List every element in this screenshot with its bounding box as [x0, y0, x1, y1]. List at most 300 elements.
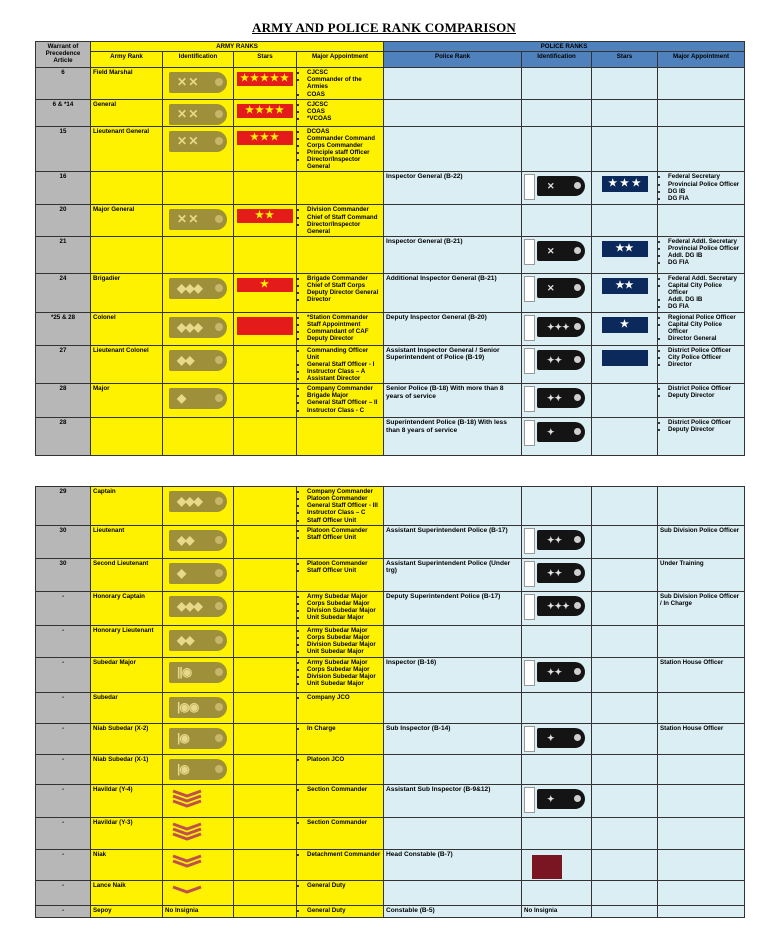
- no-insignia-label: No Insignia: [524, 906, 558, 914]
- appointment-list: [299, 488, 381, 524]
- army-appointment-cell: [297, 657, 384, 692]
- appointment-item: • District Police Officer: [668, 347, 742, 354]
- army-stars-cell: [234, 273, 297, 312]
- army-stars-cell: [234, 345, 297, 384]
- police-rank-cell: [384, 880, 522, 905]
- insignia-symbol-icon: ✕: [547, 282, 555, 293]
- appointment-list: [299, 593, 381, 622]
- appointment-item: • DCOAS: [307, 128, 381, 135]
- army-appointment-cell: [297, 418, 384, 456]
- army-shoulder-insignia-icon: [169, 596, 227, 617]
- table-row: [36, 754, 745, 784]
- police-stars-cell: [592, 205, 658, 237]
- police-identification-cell: [522, 723, 592, 754]
- col-army-appointment: Major Appointment: [297, 52, 384, 68]
- appointment-list: [660, 419, 742, 433]
- police-shoulder-insignia-icon: [537, 176, 585, 196]
- police-shoulder-insignia-icon: [537, 350, 585, 370]
- police-appointment-cell: Station House Officer: [658, 657, 745, 692]
- army-appointment-cell: [297, 236, 384, 273]
- army-appointment-cell: [297, 99, 384, 126]
- police-star-plate-icon: ★ ★ ★: [602, 176, 648, 192]
- appointment-item: • Section Commander: [307, 786, 381, 793]
- police-stars-cell: [592, 236, 658, 273]
- army-identification-cell: [163, 99, 234, 126]
- army-stars-cell: [234, 418, 297, 456]
- police-rank-cell: Sub Inspector (B-14): [384, 723, 522, 754]
- police-stars-cell: [592, 754, 658, 784]
- table-row: [36, 172, 745, 205]
- rank-table-bottom: [35, 486, 745, 918]
- army-stars-cell: [234, 384, 297, 418]
- army-rank-cell: Niak: [91, 849, 163, 880]
- police-rank-cell: [384, 754, 522, 784]
- police-identification-cell: [522, 525, 592, 558]
- insignia-symbol-icon: ◆◆◆: [177, 280, 202, 295]
- police-rank-cell: Assistant Sub Inspector (B-9&12): [384, 784, 522, 817]
- army-appointment-cell: [297, 172, 384, 205]
- police-rank-cell: [384, 126, 522, 172]
- army-rank-cell: Second Lieutenant: [91, 558, 163, 591]
- warrant-cell: 27: [36, 345, 91, 384]
- appointment-list: [299, 128, 381, 171]
- table-row: [36, 418, 745, 456]
- appointment-item: • Assistant Director: [307, 375, 381, 382]
- army-rank-cell: [91, 236, 163, 273]
- police-rank-cell: [384, 625, 522, 657]
- army-identification-cell: [163, 172, 234, 205]
- police-stars-cell: [592, 68, 658, 100]
- army-identification-cell: [163, 487, 234, 526]
- appointment-item: • Division Subedar Major: [307, 673, 381, 680]
- army-appointment-cell: [297, 205, 384, 237]
- army-shoulder-insignia-icon: [169, 530, 227, 551]
- army-identification-cell: [163, 591, 234, 625]
- insignia-symbol-icon: ◆◆: [177, 532, 194, 547]
- army-rank-cell: [91, 172, 163, 205]
- police-label-tag: [524, 726, 535, 752]
- army-shoulder-insignia-icon: [169, 662, 227, 683]
- police-rank-cell: [384, 692, 522, 723]
- warrant-cell: 28: [36, 418, 91, 456]
- police-label-tag: [524, 787, 535, 813]
- police-stars-cell: [592, 880, 658, 905]
- appointment-item: • Brigade Major: [307, 392, 381, 399]
- army-appointment-cell: [297, 625, 384, 657]
- col-army-identification: Identification: [163, 52, 234, 68]
- army-rank-cell: General: [91, 99, 163, 126]
- table-row: [36, 384, 745, 418]
- appointment-item: • Commanding Officer Unit: [307, 347, 381, 361]
- army-star-plate-icon: ★★★★★: [237, 72, 293, 86]
- appointment-item: • Federal Addl. Secretary: [668, 275, 742, 282]
- police-appointment-cell: [658, 817, 745, 849]
- police-blue-plate-icon: [602, 350, 648, 366]
- warrant-cell: -: [36, 905, 91, 917]
- police-appointment-cell: [658, 784, 745, 817]
- police-identification-cell: [522, 68, 592, 100]
- army-identification-cell: [163, 273, 234, 312]
- table-row: [36, 817, 745, 849]
- appointment-item: • Company Commander: [307, 385, 381, 392]
- police-shoulder-insignia-icon: [537, 563, 585, 583]
- army-shoulder-insignia-icon: [169, 728, 227, 749]
- army-appointment-cell: [297, 126, 384, 172]
- warrant-header: Warrant of Precedence Article: [36, 42, 91, 68]
- appointment-item: • Instructor Class - C: [307, 407, 381, 414]
- police-appointment-cell: Sub Division Police Officer / In Charge: [658, 591, 745, 625]
- appointment-item: • Corps Subedar Major: [307, 666, 381, 673]
- appointment-item: • Platoon Commander: [307, 560, 381, 567]
- appointment-item: • Unit Subedar Major: [307, 680, 381, 687]
- table-row: [36, 126, 745, 172]
- army-rank-cell: Honorary Captain: [91, 591, 163, 625]
- appointment-item: • Staff Officer Unit: [307, 567, 381, 574]
- table-row: [36, 880, 745, 905]
- table-row: [36, 525, 745, 558]
- army-appointment-cell: [297, 273, 384, 312]
- appointment-item: • General Duty: [307, 907, 381, 914]
- police-rank-cell: [384, 99, 522, 126]
- police-rank-cell: Head Constable (B-7): [384, 849, 522, 880]
- army-appointment-cell: [297, 880, 384, 905]
- appointment-item: • Corps Subedar Major: [307, 634, 381, 641]
- police-appointment-cell: [658, 418, 745, 456]
- army-identification-cell: [163, 418, 234, 456]
- police-appointment-cell: [658, 754, 745, 784]
- army-shoulder-insignia-icon: [169, 131, 227, 152]
- appointment-item: • CJCSC: [307, 101, 381, 108]
- warrant-cell: 20: [36, 205, 91, 237]
- army-star-plate-icon: ★★★★: [237, 104, 293, 118]
- police-ranks-header: POLICE RANKS: [384, 42, 745, 52]
- army-stars-cell: [234, 205, 297, 237]
- police-rank-cell: Constable (B-5): [384, 905, 522, 917]
- police-stars-cell: [592, 273, 658, 312]
- warrant-cell: -: [36, 880, 91, 905]
- army-star-plate-icon: ★: [237, 278, 293, 292]
- police-label-tag: [524, 276, 535, 302]
- appointment-list: [299, 756, 381, 763]
- insignia-symbol-icon: ✕ ✕: [177, 133, 198, 148]
- army-shoulder-insignia-icon: [169, 491, 227, 512]
- warrant-cell: 24: [36, 273, 91, 312]
- appointment-list: [299, 527, 381, 541]
- army-identification-cell: [163, 880, 234, 905]
- police-stars-cell: [592, 657, 658, 692]
- army-rank-cell: Major General: [91, 205, 163, 237]
- appointment-list: [299, 385, 381, 414]
- police-label-tag: [524, 386, 535, 412]
- army-appointment-cell: [297, 692, 384, 723]
- appointment-item: • General Staff Officer – II: [307, 399, 381, 406]
- warrant-cell: -: [36, 817, 91, 849]
- police-shoulder-insignia-icon: [537, 530, 585, 550]
- army-stars-cell: [234, 172, 297, 205]
- appointment-list: [299, 725, 381, 732]
- army-stars-cell: [234, 126, 297, 172]
- army-rank-cell: Havildar (Y-4): [91, 784, 163, 817]
- warrant-cell: -: [36, 591, 91, 625]
- insignia-symbol-icon: ✕ ✕: [177, 106, 198, 121]
- table-row: [36, 657, 745, 692]
- police-shoulder-insignia-icon: [537, 596, 585, 616]
- army-shoulder-insignia-icon: [169, 317, 227, 338]
- appointment-item: • Brigade Commander: [307, 275, 381, 282]
- police-stars-cell: [592, 384, 658, 418]
- appointment-item: • Section Commander: [307, 819, 381, 826]
- warrant-cell: 30: [36, 558, 91, 591]
- army-stars-cell: [234, 312, 297, 345]
- warrant-cell: 29: [36, 487, 91, 526]
- police-stars-cell: [592, 849, 658, 880]
- army-rank-cell: Subedar: [91, 692, 163, 723]
- army-appointment-cell: [297, 849, 384, 880]
- insignia-symbol-icon: ✦✦: [547, 393, 563, 404]
- appointment-list: [299, 907, 381, 914]
- appointment-list: [299, 314, 381, 343]
- army-rank-cell: Havildar (Y-3): [91, 817, 163, 849]
- police-identification-cell: [522, 384, 592, 418]
- appointment-list: [299, 694, 381, 701]
- army-rank-cell: Lance Naik: [91, 880, 163, 905]
- police-stars-cell: [592, 692, 658, 723]
- police-stars-cell: [592, 558, 658, 591]
- army-identification-cell: [163, 525, 234, 558]
- police-appointment-cell: [658, 692, 745, 723]
- appointment-item: • Instructor Class – A: [307, 368, 381, 375]
- appointment-item: • Corps Commander: [307, 142, 381, 149]
- police-label-tag: [524, 420, 535, 446]
- insignia-symbol-icon: ✦✦✦: [547, 600, 570, 611]
- army-appointment-cell: [297, 487, 384, 526]
- army-stars-cell: [234, 68, 297, 100]
- appointment-item: • Federal Secretary: [668, 173, 742, 180]
- army-appointment-cell: [297, 723, 384, 754]
- insignia-symbol-icon: ✦: [547, 793, 555, 804]
- police-rank-cell: Inspector (B-16): [384, 657, 522, 692]
- army-appointment-cell: [297, 384, 384, 418]
- police-stars-cell: [592, 126, 658, 172]
- army-identification-cell: [163, 817, 234, 849]
- appointment-list: [299, 69, 381, 98]
- army-identification-cell: [163, 723, 234, 754]
- appointment-item: • Regional Police Officer: [668, 314, 742, 321]
- appointment-item: • DG FIA: [668, 195, 742, 202]
- army-stars-cell: [234, 657, 297, 692]
- warrant-cell: 6 & *14: [36, 99, 91, 126]
- army-shoulder-insignia-icon: [169, 630, 227, 651]
- army-stars-cell: [234, 487, 297, 526]
- warrant-cell: 28: [36, 384, 91, 418]
- police-identification-cell: [522, 754, 592, 784]
- insignia-symbol-icon: ✦✦: [547, 534, 563, 545]
- police-appointment-cell: [658, 345, 745, 384]
- appointment-item: • Platoon Commander: [307, 527, 381, 534]
- insignia-symbol-icon: ✕ ✕: [177, 212, 198, 227]
- appointment-item: • DG FIA: [668, 259, 742, 266]
- warrant-cell: 15: [36, 126, 91, 172]
- police-label-tag: [524, 174, 535, 200]
- insignia-symbol-icon: ✕: [547, 181, 555, 192]
- police-appointment-cell: [658, 384, 745, 418]
- table-row: [36, 68, 745, 100]
- police-rank-cell: Senior Police (B-18) With more than 8 years of service: [384, 384, 522, 418]
- army-identification-cell: [163, 784, 234, 817]
- police-identification-cell: [522, 849, 592, 880]
- army-identification-cell: [163, 558, 234, 591]
- army-rank-cell: Lieutenant: [91, 525, 163, 558]
- army-appointment-cell: [297, 68, 384, 100]
- army-identification-cell: [163, 345, 234, 384]
- insignia-symbol-icon: ◆: [177, 391, 186, 406]
- col-police-identification: Identification: [522, 52, 592, 68]
- appointment-item: • Commander Command: [307, 135, 381, 142]
- police-rank-cell: Inspector General (B-21): [384, 236, 522, 273]
- police-rank-cell: Assistant Superintendent Police (B-17): [384, 525, 522, 558]
- police-label-tag: [524, 348, 535, 374]
- appointment-item: • Director: [307, 296, 381, 303]
- army-identification-cell: [163, 625, 234, 657]
- appointment-item: • COAS: [307, 108, 381, 115]
- table-row: [36, 723, 745, 754]
- appointment-list: [299, 627, 381, 656]
- warrant-cell: 16: [36, 172, 91, 205]
- police-label-tag: [524, 561, 535, 587]
- chevron-stripes-icon: [171, 884, 203, 904]
- police-identification-cell: [522, 657, 592, 692]
- army-stars-cell: [234, 525, 297, 558]
- head-constable-chevron-icon: [532, 855, 562, 879]
- appointment-item: • Staff Appointment: [307, 321, 381, 328]
- rank-table-top: [35, 41, 745, 456]
- appointment-item: • Unit Subedar Major: [307, 648, 381, 655]
- appointment-list: [299, 882, 381, 889]
- police-stars-cell: [592, 591, 658, 625]
- appointment-item: • District Police Officer: [668, 419, 742, 426]
- police-stars-cell: [592, 625, 658, 657]
- police-identification-cell: [522, 99, 592, 126]
- col-army-stars: Stars: [234, 52, 297, 68]
- police-appointment-cell: [658, 99, 745, 126]
- appointment-item: • Instructor Class – C: [307, 509, 381, 516]
- appointment-item: • Staff Officer Unit: [307, 534, 381, 541]
- appointment-item: • Deputy Director General: [307, 289, 381, 296]
- insignia-symbol-icon: ✦: [547, 427, 555, 438]
- police-rank-cell: [384, 487, 522, 526]
- police-rank-cell: Deputy Superintendent Police (B-17): [384, 591, 522, 625]
- col-police-rank: Police Rank: [384, 52, 522, 68]
- army-stars-cell: [234, 558, 297, 591]
- army-identification-cell: [163, 384, 234, 418]
- police-label-tag: [524, 594, 535, 620]
- appointment-list: [299, 101, 381, 122]
- appointment-item: • Commandant of CAF: [307, 328, 381, 335]
- police-appointment-cell: [658, 880, 745, 905]
- police-identification-cell: [522, 905, 592, 917]
- police-identification-cell: [522, 558, 592, 591]
- army-ranks-header: ARMY RANKS: [91, 42, 384, 52]
- appointment-item: • Corps Subedar Major: [307, 600, 381, 607]
- army-red-plate-icon: [237, 317, 293, 335]
- police-identification-cell: [522, 418, 592, 456]
- police-appointment-cell: Station House Officer: [658, 723, 745, 754]
- police-stars-cell: [592, 487, 658, 526]
- army-stars-cell: [234, 723, 297, 754]
- insignia-symbol-icon: ◆◆◆: [177, 319, 202, 334]
- police-identification-cell: [522, 487, 592, 526]
- col-police-stars: Stars: [592, 52, 658, 68]
- police-rank-cell: [384, 68, 522, 100]
- police-rank-cell: Additional Inspector General (B-21): [384, 273, 522, 312]
- police-appointment-cell: Sub Division Police Officer: [658, 525, 745, 558]
- appointment-item: • Deputy Director: [668, 392, 742, 399]
- police-identification-cell: [522, 273, 592, 312]
- insignia-symbol-icon: ✦✦: [547, 354, 563, 365]
- appointment-item: • District Police Officer: [668, 385, 742, 392]
- army-shoulder-insignia-icon: [169, 278, 227, 299]
- police-stars-cell: [592, 905, 658, 917]
- appointment-item: • General Duty: [307, 882, 381, 889]
- appointment-item: • Deputy Director: [307, 335, 381, 342]
- army-rank-cell: Niab Subedar (X-1): [91, 754, 163, 784]
- police-identification-cell: [522, 236, 592, 273]
- police-label-tag: [524, 660, 535, 686]
- army-stars-cell: [234, 817, 297, 849]
- army-identification-cell: [163, 657, 234, 692]
- police-shoulder-insignia-icon: [537, 728, 585, 748]
- police-appointment-cell: Under Training: [658, 558, 745, 591]
- appointment-list: [299, 347, 381, 383]
- appointment-item: • Commander of the Armies: [307, 76, 381, 90]
- appointment-item: • Principle staff Officer: [307, 149, 381, 156]
- army-identification-cell: [163, 905, 234, 917]
- army-stars-cell: [234, 784, 297, 817]
- appointment-list: [299, 786, 381, 793]
- no-insignia-label: No Insignia: [165, 906, 199, 914]
- army-star-plate-icon: ★★★: [237, 131, 293, 145]
- police-appointment-cell: [658, 625, 745, 657]
- chevron-stripes-icon: [171, 788, 203, 808]
- document-title: ARMY AND POLICE RANK COMPARISON: [251, 20, 517, 35]
- insignia-symbol-icon: ◆◆: [177, 632, 194, 647]
- police-rank-cell: Assistant Superintendent Police (Under trg): [384, 558, 522, 591]
- appointment-item: • Company Commander: [307, 488, 381, 495]
- chevron-stripes-icon: [171, 853, 203, 873]
- police-rank-cell: Deputy Inspector General (B-20): [384, 312, 522, 345]
- army-shoulder-insignia-icon: [169, 697, 227, 718]
- appointment-item: • DG FIA: [668, 303, 742, 310]
- col-army-rank: Army Rank: [91, 52, 163, 68]
- army-identification-cell: [163, 205, 234, 237]
- table-row: [36, 625, 745, 657]
- police-rank-cell: [384, 205, 522, 237]
- army-identification-cell: [163, 236, 234, 273]
- appointment-item: • *VCOAS: [307, 115, 381, 122]
- table-row: [36, 558, 745, 591]
- army-identification-cell: [163, 68, 234, 100]
- police-rank-cell: Assistant Inspector General / Senior Superintendent of Police (B-19): [384, 345, 522, 384]
- appointment-item: • Company JCO: [307, 694, 381, 701]
- police-stars-cell: [592, 418, 658, 456]
- army-identification-cell: [163, 849, 234, 880]
- police-label-tag: [524, 239, 535, 265]
- police-shoulder-insignia-icon: [537, 422, 585, 442]
- army-appointment-cell: [297, 754, 384, 784]
- chevron-stripes-icon: [171, 821, 203, 841]
- warrant-cell: *25 & 28: [36, 312, 91, 345]
- army-stars-cell: [234, 625, 297, 657]
